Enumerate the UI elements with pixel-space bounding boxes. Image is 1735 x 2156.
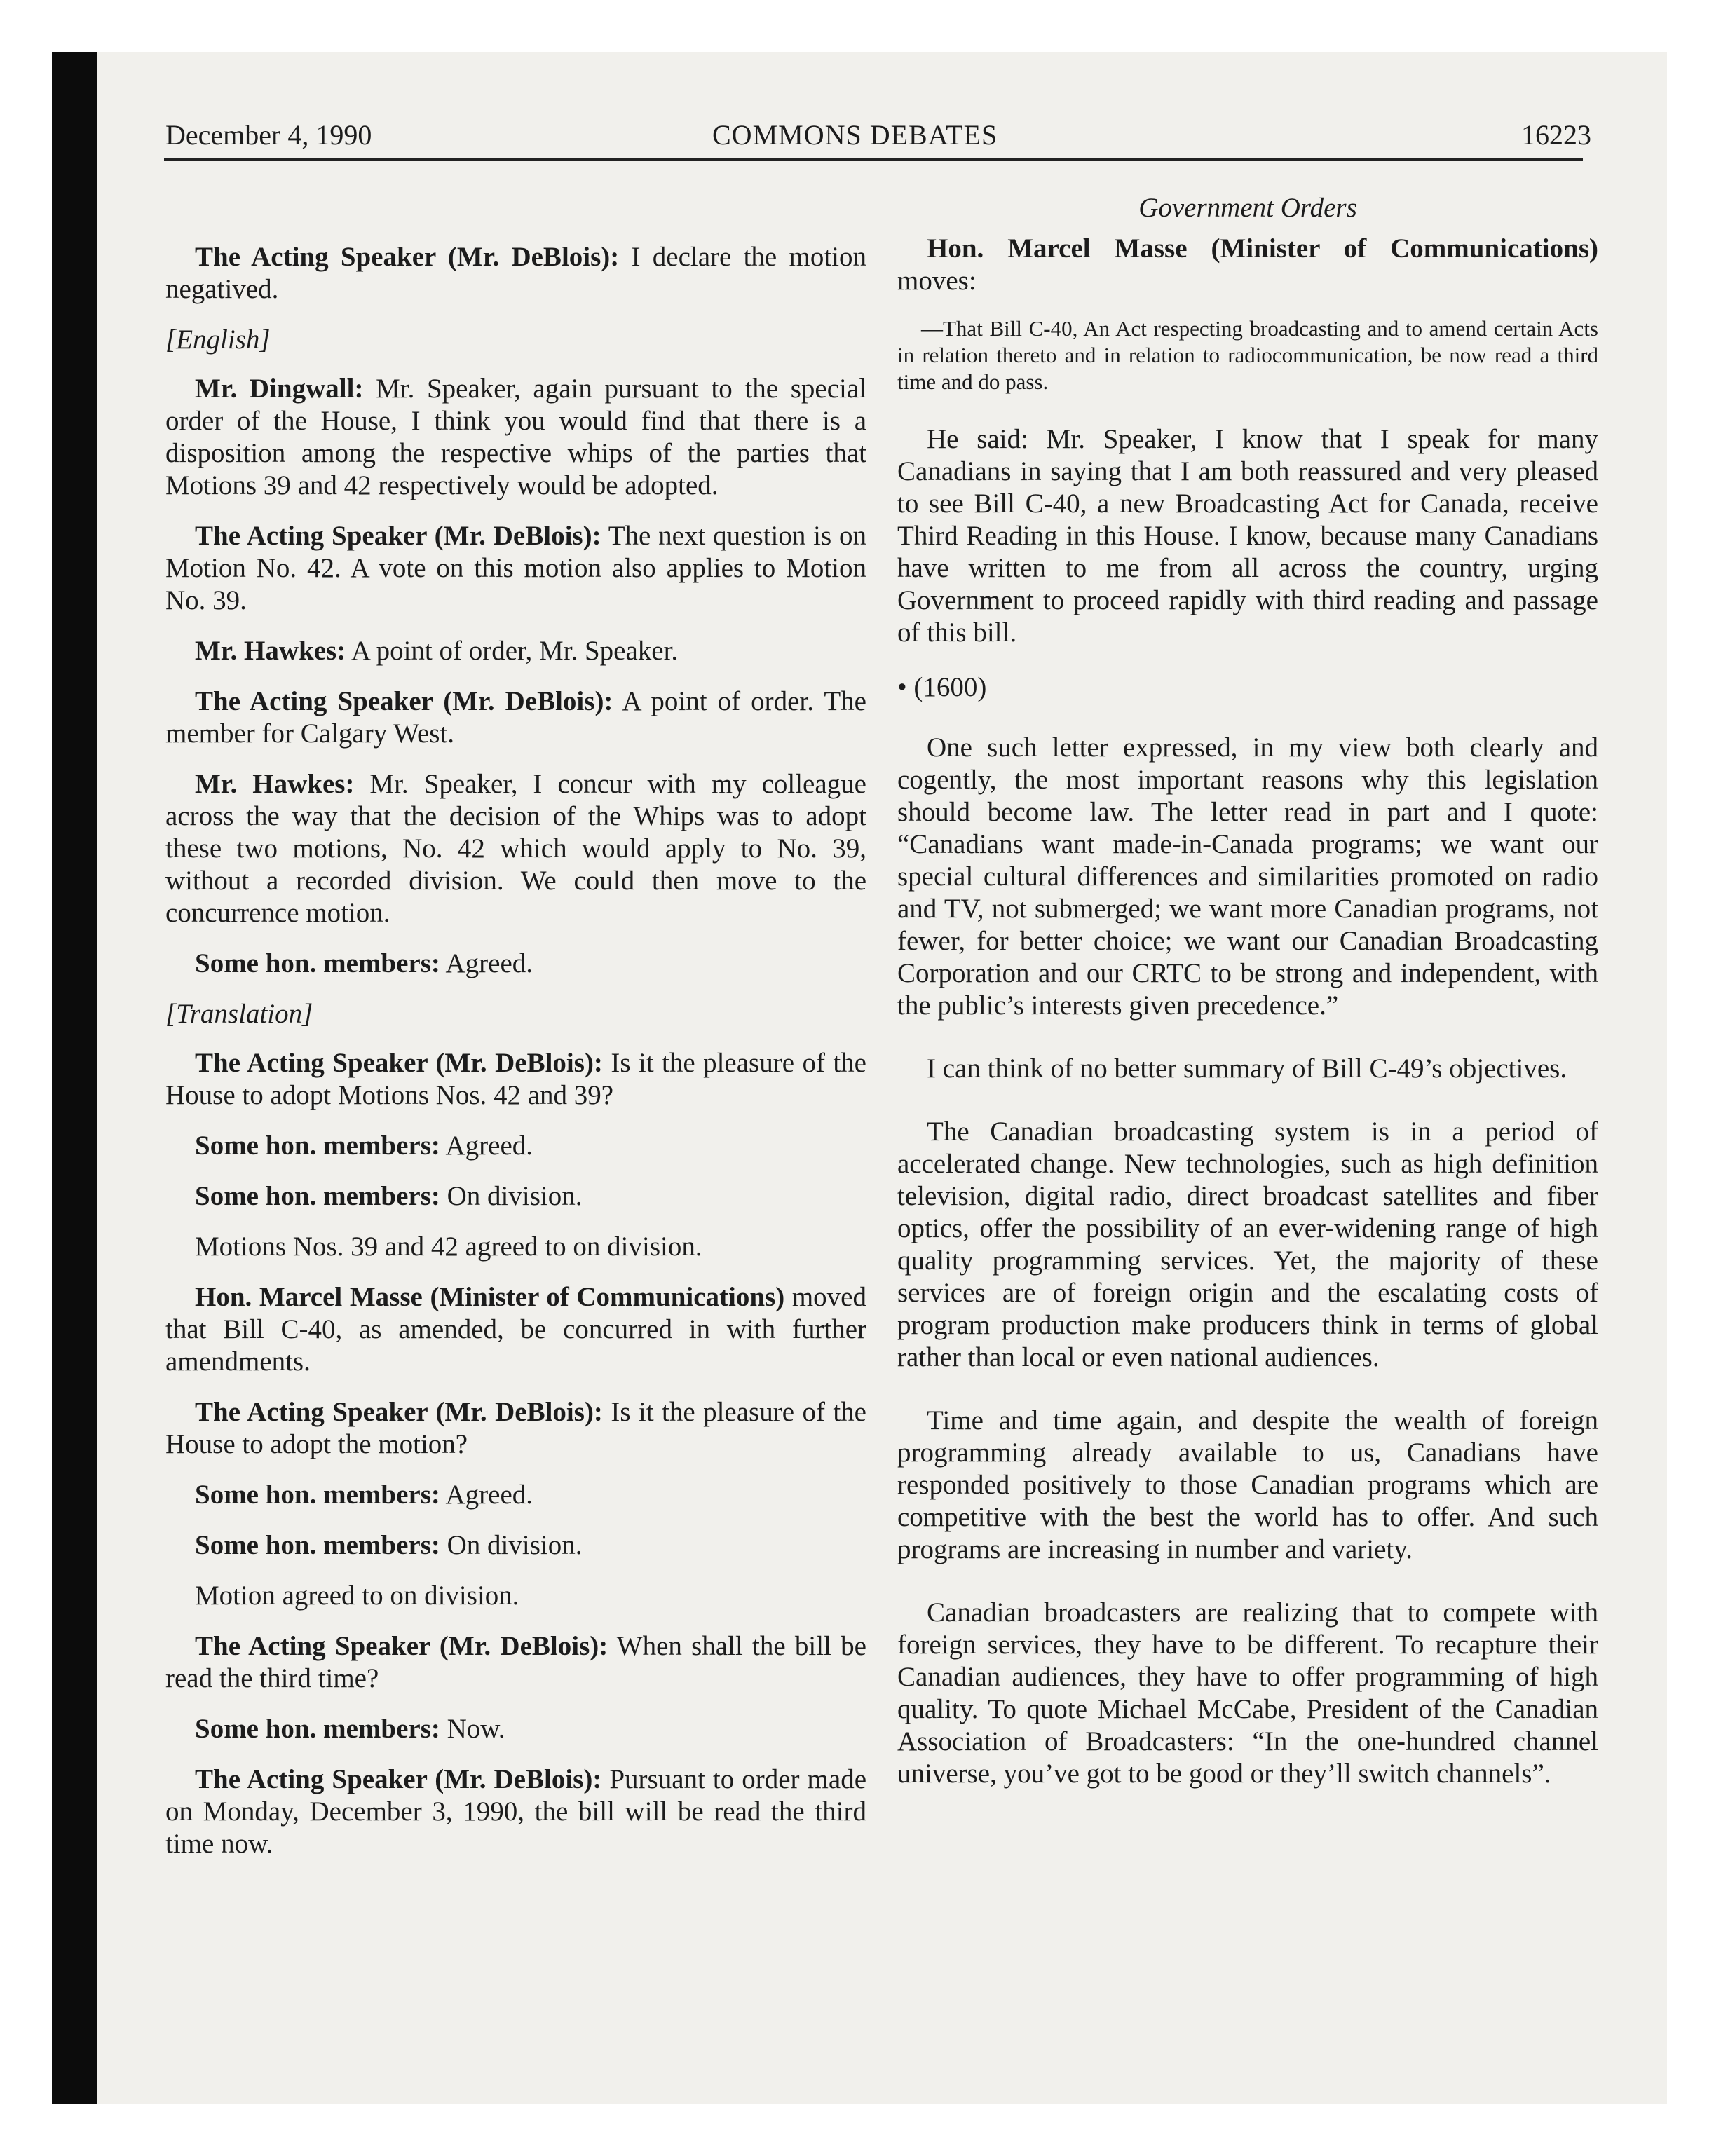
paragraph bbox=[165, 1713, 866, 1745]
speech-text: moved that Bill C-40, as amended, be concurred in with further amendments. bbox=[165, 1282, 866, 1377]
paragraph: One such letter expressed, in my view both clearly and cogently, the most important reasons why this legislation should become law. The letter read in part and I quote: “Canadians want made-in-Canada programs; we want our special cultural differences and similarities promoted on radio and TV, not submerged; we want more Canadian programs, not fewer, for better choice; we want our Canadian Broadcasting Corporation and our CRTC to be strong and independent, with the public’s interests given precedence.” bbox=[897, 732, 1598, 1021]
speech-text: moves: bbox=[897, 266, 977, 296]
paragraph bbox=[165, 241, 866, 306]
speech-text: Is it the pleasure of the House to adopt the motion? bbox=[165, 1397, 866, 1459]
speech-text: On division. bbox=[440, 1181, 583, 1211]
speech-text: Pursuant to order made on Monday, December 3, 1990, the bill will be read the third time now. bbox=[165, 1764, 866, 1859]
paragraph bbox=[165, 1130, 866, 1162]
left-column bbox=[165, 192, 866, 1878]
paragraph bbox=[165, 948, 866, 980]
paragraph bbox=[165, 1180, 866, 1213]
speaker-name: The Acting Speaker (Mr. DeBlois): bbox=[195, 1048, 603, 1078]
paragraph: Canadian broadcasters are realizing that to compete with foreign services, they have to be different. To recapture their Canadian audiences, they have to offer programming of high quality. To quote Michael McCabe, President of the Canadian Association of Broadcasters: “In the one-hundred channel universe, you’ve got to be good or they’ll switch channels”. bbox=[897, 1597, 1598, 1789]
speaker-name: Some hon. members: bbox=[195, 1181, 440, 1211]
procedural-note: Motion agreed to on division. bbox=[195, 1581, 519, 1611]
paragraph bbox=[165, 1479, 866, 1511]
section-title: Government Orders bbox=[1138, 193, 1357, 223]
speech-text: The next question is on Motion No. 42. A vote on this motion also applies to Motion No. 39. bbox=[165, 521, 866, 615]
language-tag: [English] bbox=[165, 325, 271, 355]
motion-text: —That Bill C-40, An Act respecting broadcasting and to amend certain Acts in relation thereto and in relation to radiocommunication, be now read a third time and do pass. bbox=[897, 316, 1598, 394]
speaker-name: Some hon. members: bbox=[195, 1714, 440, 1744]
speech-text: Now. bbox=[440, 1714, 505, 1744]
speaker-name: Some hon. members: bbox=[195, 1530, 440, 1560]
speaker-name: Hon. Marcel Masse (Minister of Communications) bbox=[195, 1282, 785, 1312]
speech-text: Mr. Speaker, I concur with my colleague across the way that the decision of the Whips was to adopt these two motions, No. 42 which would apply to No. 39, without a recorded division. We could then move to the concurrence motion. bbox=[165, 769, 866, 928]
header-title: COMMONS DEBATES bbox=[712, 119, 998, 151]
paragraph bbox=[165, 1396, 866, 1461]
speech-text: A point of order, Mr. Speaker. bbox=[346, 636, 679, 666]
paragraph bbox=[165, 1763, 866, 1860]
speech-text: A point of order. The member for Calgary West. bbox=[165, 686, 866, 749]
paragraph: He said: Mr. Speaker, I know that I speak for many Canadians in saying that I am both reassured and very pleased to see Bill C-40, a new Broadcasting Act for Canada, receive Third Reading in this House. I know, because many Canadians have written to me from all across the country, urging Government to proceed rapidly with third reading and passage of this bill. bbox=[897, 424, 1598, 648]
paragraph bbox=[165, 373, 866, 502]
paragraph bbox=[165, 520, 866, 617]
paragraph bbox=[165, 1630, 866, 1695]
paragraph bbox=[165, 1047, 866, 1112]
paragraph bbox=[897, 233, 1598, 297]
paragraph bbox=[165, 685, 866, 750]
speaker-name: Some hon. members: bbox=[195, 948, 440, 978]
paragraph: The Canadian broadcasting system is in a period of accelerated change. New technologies, such as high definition television, digital radio, direct broadcast satellites and fiber optics, offer the possibility of an ever-widening range of high quality programming services. Yet, the majority of these services are of foreign origin and the escalating costs of program production make producers think in terms of global rather than local or even national audiences. bbox=[897, 1117, 1598, 1372]
speaker-name: Some hon. members: bbox=[195, 1480, 440, 1510]
speech-text: I declare the motion negatived. bbox=[165, 242, 866, 304]
speaker-name: Mr. Hawkes: bbox=[195, 636, 346, 666]
header-page-number: 16223 bbox=[1521, 119, 1591, 151]
paragraph bbox=[165, 1281, 866, 1378]
paragraph bbox=[165, 768, 866, 929]
speaker-name: Mr. Dingwall: bbox=[195, 374, 364, 404]
speaker-name: Some hon. members: bbox=[195, 1131, 440, 1161]
scan-edge-shadow bbox=[52, 52, 97, 2104]
speaker-name: The Acting Speaker (Mr. DeBlois): bbox=[195, 1397, 603, 1427]
language-tag: [Translation] bbox=[165, 999, 313, 1029]
paragraph: I can think of no better summary of Bill C-49’s objectives. bbox=[927, 1053, 1567, 1084]
procedural-note: Motions Nos. 39 and 42 agreed to on division. bbox=[195, 1231, 702, 1262]
speech-text: Is it the pleasure of the House to adopt Motions Nos. 42 and 39? bbox=[165, 1048, 866, 1110]
speaker-name: Hon. Marcel Masse (Minister of Communications) bbox=[927, 233, 1598, 264]
paragraph bbox=[165, 1529, 866, 1562]
speech-text: Agreed. bbox=[440, 948, 533, 978]
speech-text: Mr. Speaker, again pursuant to the special order of the House, I think you would find that there is a disposition among the respective whips of the parties that Motions 39 and 42 respectively would be adopted. bbox=[165, 374, 866, 500]
speaker-name: Mr. Hawkes: bbox=[195, 769, 355, 799]
paragraph bbox=[165, 635, 866, 667]
speaker-name: The Acting Speaker (Mr. DeBlois): bbox=[195, 521, 601, 551]
paragraph: Time and time again, and despite the wealth of foreign programming already available to us, Canadians have responded positively to those Canadian programs which are competitive with the best the world has to offer. And such programs are increasing in number and variety. bbox=[897, 1405, 1598, 1564]
speaker-name: The Acting Speaker (Mr. DeBlois): bbox=[195, 686, 613, 716]
speech-text: Agreed. bbox=[440, 1480, 533, 1510]
header-rule bbox=[164, 158, 1583, 161]
speaker-name: The Acting Speaker (Mr. DeBlois): bbox=[195, 1764, 602, 1794]
speaker-name: The Acting Speaker (Mr. DeBlois): bbox=[195, 242, 620, 272]
speech-text: When shall the bill be read the third time? bbox=[165, 1631, 866, 1693]
speaker-name: The Acting Speaker (Mr. DeBlois): bbox=[195, 1631, 608, 1661]
right-column bbox=[897, 192, 1598, 1808]
speech-text: On division. bbox=[440, 1530, 583, 1560]
speech-text: Agreed. bbox=[440, 1131, 533, 1161]
time-marker: • (1600) bbox=[897, 672, 987, 702]
header-date: December 4, 1990 bbox=[165, 119, 372, 151]
